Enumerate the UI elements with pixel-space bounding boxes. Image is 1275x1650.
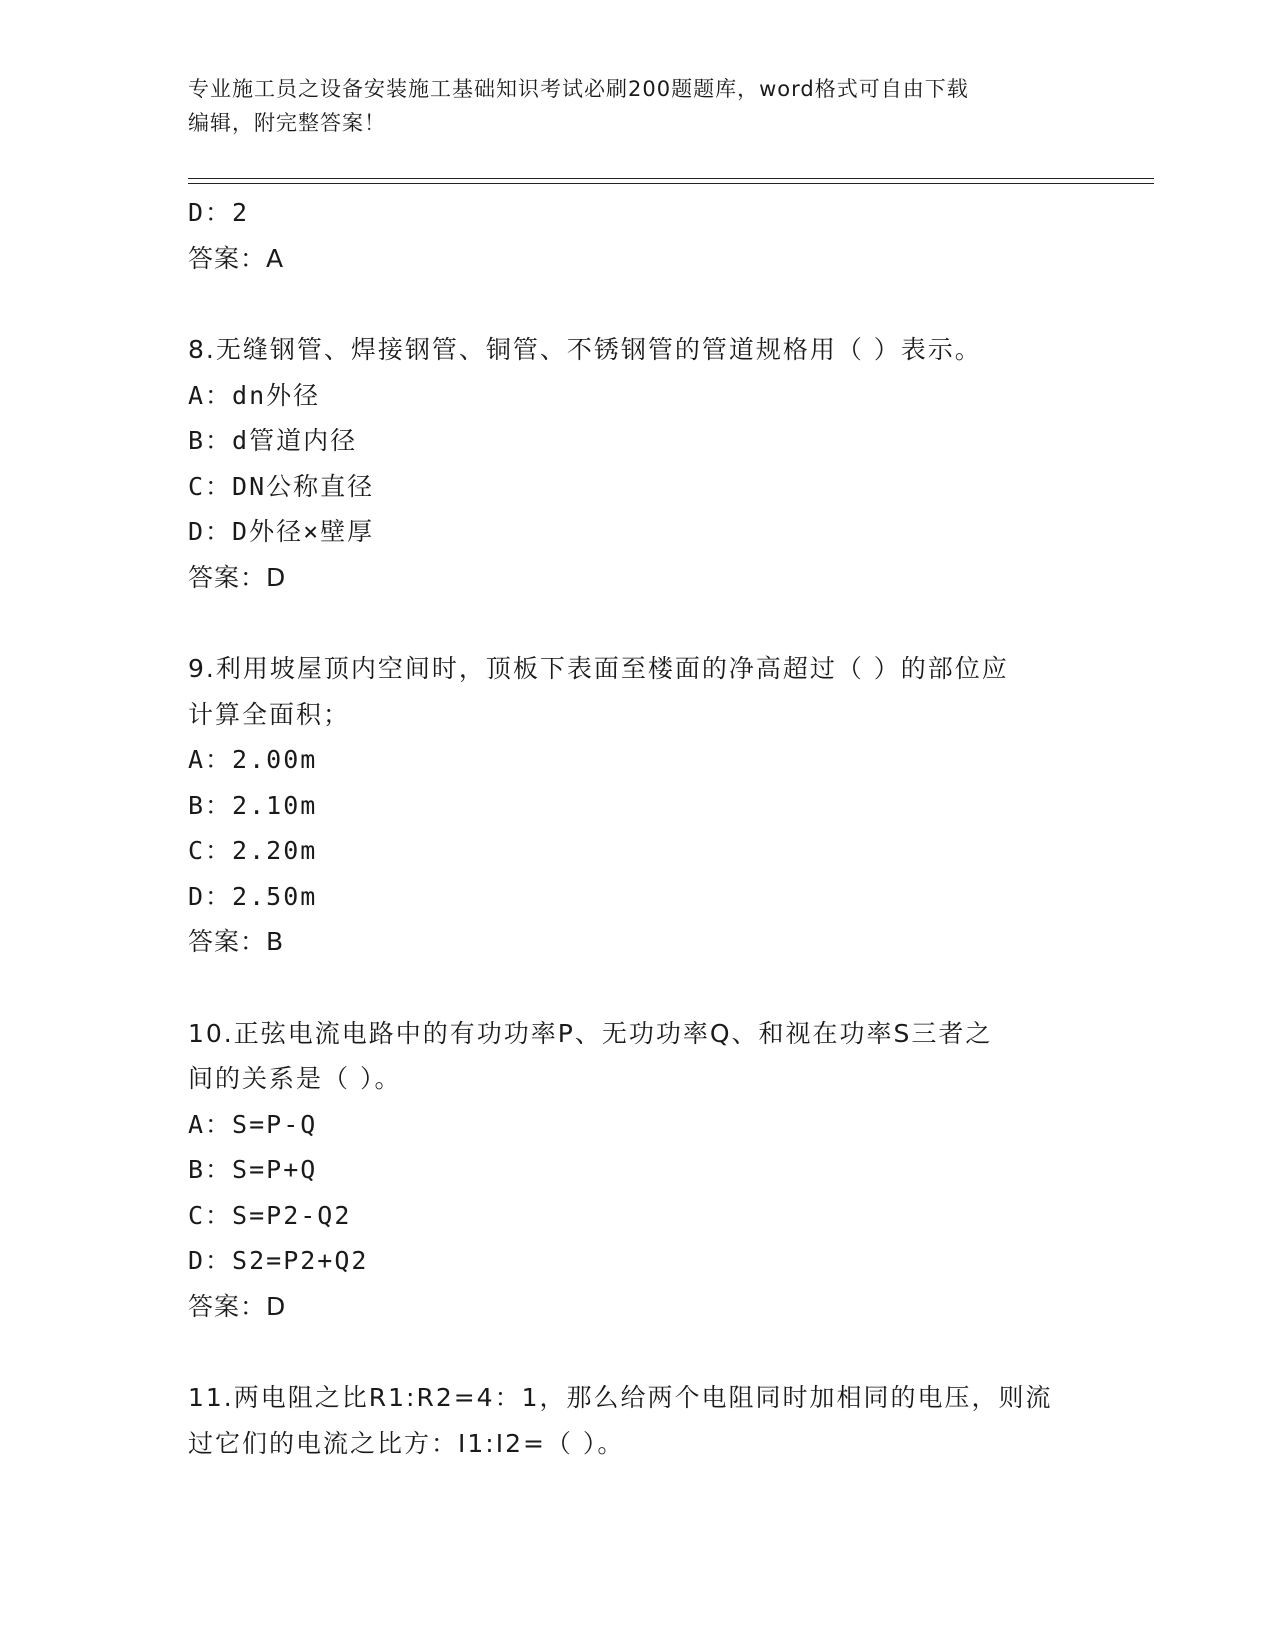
question-stem: 10.正弦电流电路中的有功功率P、无功功率Q、和视在功率S三者之 xyxy=(188,1018,993,1048)
question-stem: 9.利用坡屋顶内空间时，顶板下表面至楼面的净高超过（ ）的部位应 xyxy=(188,654,1009,683)
header-line-1: 专业施工员之设备安装施工基础知识考试必刷200题题库，word格式可自由下载 xyxy=(188,77,969,101)
header-divider-top xyxy=(188,178,1154,179)
question-stem-continued: 过它们的电流之比方：I1:I2=（ ）。 xyxy=(188,1428,625,1458)
question-stem: 11.两电阻之比R1:R2=4：1，那么给两个电阻同时加相同的电压，则流 xyxy=(188,1383,1053,1412)
option-a: A：2.00m xyxy=(188,745,318,774)
option-a: A：S=P-Q xyxy=(188,1109,318,1139)
option-c: C：S=P2-Q2 xyxy=(188,1200,352,1230)
header-divider-bottom xyxy=(188,183,1154,184)
option-d: D：2 xyxy=(188,198,250,227)
answer-line: 答案：D xyxy=(188,562,287,592)
answer-line: 答案：D xyxy=(188,1291,287,1321)
option-c: C：2.20m xyxy=(188,836,318,865)
answer-line: 答案：A xyxy=(188,243,285,273)
question-block xyxy=(188,327,1088,600)
option-b: B：S=P+Q xyxy=(188,1155,318,1184)
question-stem-continued: 间的关系是（ ）。 xyxy=(188,1064,402,1093)
question-content xyxy=(188,190,1088,1466)
answer-line: 答案：B xyxy=(188,927,285,956)
option-c: C：DN公称直径 xyxy=(188,471,375,501)
question-block xyxy=(188,646,1088,965)
option-d: D：2.50m xyxy=(188,881,318,911)
question-block xyxy=(188,1375,1088,1466)
question-stem: 8.无缝钢管、焊接钢管、铜管、不锈钢管的管道规格用（ ）表示。 xyxy=(188,335,982,364)
document-header xyxy=(188,72,1068,140)
option-b: B：2.10m xyxy=(188,790,318,820)
question-block xyxy=(188,1011,1088,1330)
option-b: B：d管道内径 xyxy=(188,426,358,455)
option-a: A：dn外径 xyxy=(188,380,321,410)
option-d: D：D外径×壁厚 xyxy=(188,517,375,546)
option-d: D：S2=P2+Q2 xyxy=(188,1246,369,1275)
header-line-2: 编辑，附完整答案！ xyxy=(188,111,386,135)
question-stem-continued: 计算全面积； xyxy=(188,699,351,729)
